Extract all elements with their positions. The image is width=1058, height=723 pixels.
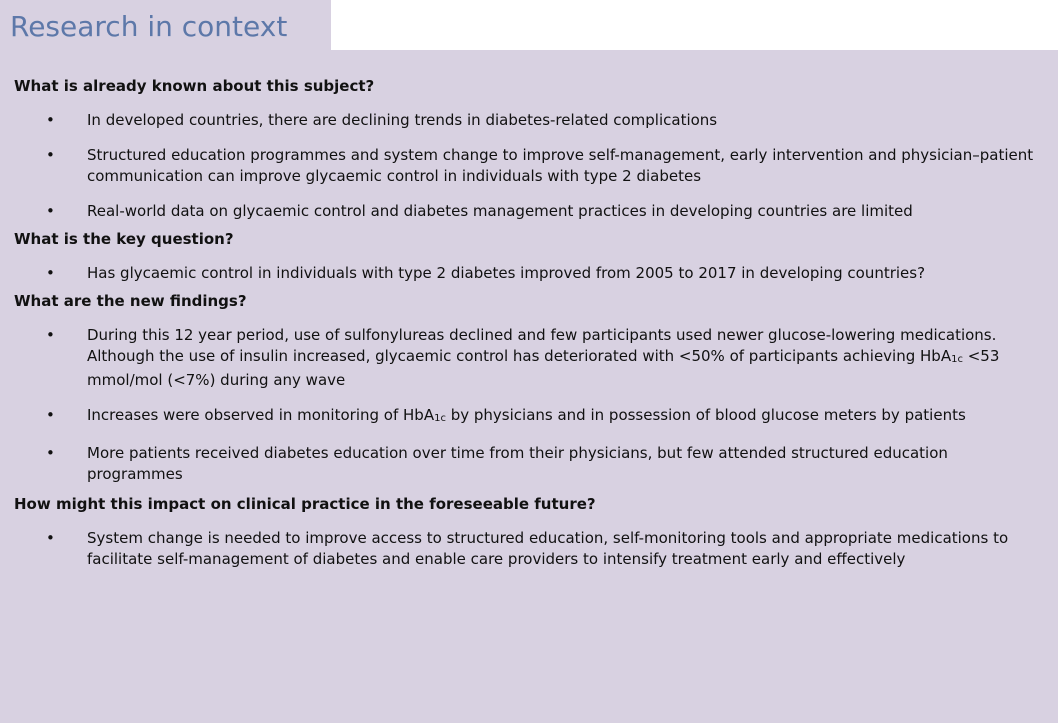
- bullet-text: [87, 406, 966, 424]
- bullet-text-part: During this 12 year period, use of sulfonylureas declined and few participants used newer glucose-lowering medications. Although the use of insulin increased, glycaemic control has deteriorated with <50% of participants achieving HbA: [87, 326, 997, 365]
- section-heading: What is the key question?: [14, 230, 234, 248]
- bullet-item: [0, 201, 1058, 222]
- section-known: [0, 76, 1058, 222]
- page-title: Research in context: [10, 10, 288, 43]
- bullet-text: Has glycaemic control in individuals with type 2 diabetes improved from 2005 to 2017 in developing countries?: [87, 264, 926, 282]
- bullet-icon: •: [46, 406, 55, 424]
- bullet-item: [0, 263, 1058, 284]
- bullet-item: [0, 528, 1058, 570]
- bullet-text: [87, 326, 999, 389]
- bullet-item: [0, 325, 1058, 391]
- bullet-text-part: <53 mmol/mol (<7%) during any wave: [87, 347, 1000, 389]
- subscript: 1c: [434, 413, 446, 424]
- research-in-context-box: [0, 76, 1058, 570]
- section-key-question: [0, 229, 1058, 284]
- bullet-icon: •: [46, 264, 55, 282]
- section-clinical-impact: [0, 494, 1058, 570]
- section-heading: What is already known about this subject?: [14, 77, 375, 95]
- bullet-item: [0, 443, 1058, 485]
- bullet-text: System change is needed to improve access to structured education, self-monitoring tools and appropriate medications to facilitate self-management of diabetes and enable care providers to intensify treatment early and effectively: [87, 529, 1009, 568]
- bullet-icon: •: [46, 111, 55, 129]
- bullet-icon: •: [46, 444, 55, 462]
- bullet-icon: •: [46, 146, 55, 164]
- bullet-text: Real-world data on glycaemic control and diabetes management practices in developing countries are limited: [87, 202, 913, 220]
- subscript: 1c: [951, 354, 963, 365]
- bullet-text-part: Increases were observed in monitoring of HbA: [87, 406, 435, 424]
- bullet-text: In developed countries, there are declining trends in diabetes-related complications: [87, 111, 718, 129]
- section-heading: How might this impact on clinical practice in the foreseeable future?: [14, 495, 596, 513]
- bullet-item: [0, 145, 1058, 187]
- section-heading: What are the new findings?: [14, 292, 247, 310]
- bullet-icon: •: [46, 326, 55, 344]
- bullet-icon: •: [46, 202, 55, 220]
- bullet-icon: •: [46, 529, 55, 547]
- title-strip: [331, 0, 1058, 50]
- bullet-text-part: by physicians and in possession of blood glucose meters by patients: [445, 406, 966, 424]
- bullet-text: More patients received diabetes education over time from their physicians, but few attended structured education programmes: [87, 444, 948, 483]
- section-new-findings: [0, 291, 1058, 485]
- bullet-text: Structured education programmes and system change to improve self-management, early intervention and physician–patient communication can improve glycaemic control in individuals with type 2 diabetes: [87, 146, 1034, 185]
- bullet-item: [0, 405, 1058, 429]
- bullet-item: [0, 110, 1058, 131]
